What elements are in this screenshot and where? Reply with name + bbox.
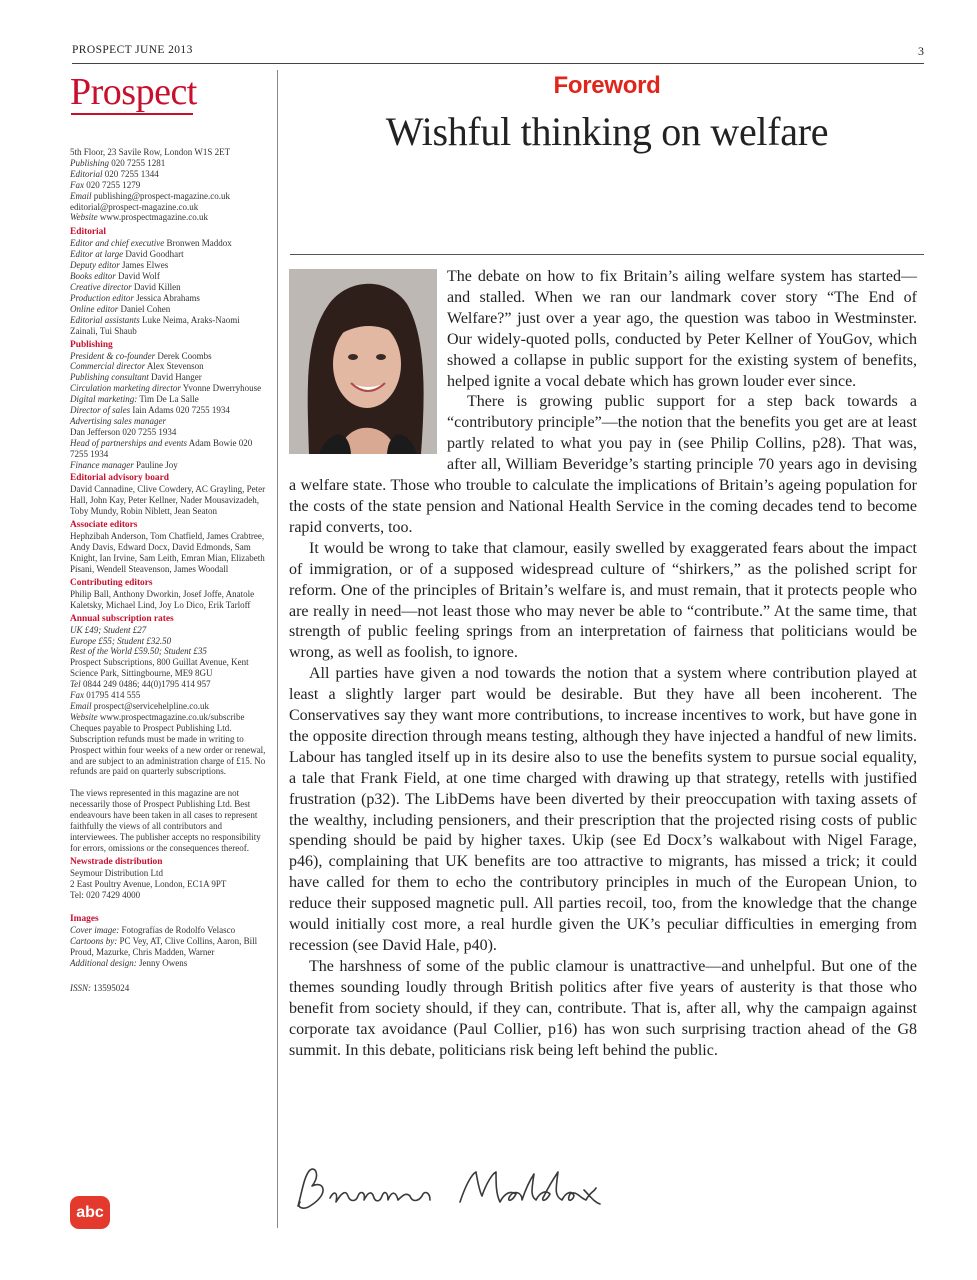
staff-entry: Head of partnerships and events Adam Bowie 020 7255 1934 [70,437,253,459]
staff-entry: Commercial director Alex Stevenson [70,361,204,372]
staff-entry: Creative director David Killen [70,281,181,292]
subscription-tel: Tel 0844 249 0486; 44(0)1795 414 957 [70,679,211,690]
magazine-issue: PROSPECT JUNE 2013 [72,44,193,56]
staff-entry: Editor at large David Goodhart [70,249,184,260]
masthead-sidebar [70,70,266,994]
prospect-logo: Prospect [70,71,197,113]
staff-entry: Finance manager Pauline Joy [70,459,178,470]
column-divider [277,70,278,1228]
section-heading-associate-editors: Associate editors [70,520,138,531]
staff-entry: President & co-founder Derek Coombs [70,350,212,361]
staff-entry: Production editor Jessica Abrahams [70,292,200,303]
section-heading-publishing: Publishing [70,339,113,350]
section-heading-editorial: Editorial [70,227,106,238]
staff-entry: Editorial assistants Luke Neima, Araks-Naomi Zainali, Tui Shaub [70,314,240,336]
article-paragraph: The debate on how to fix Britain’s ailing welfare system has started—and stalled. When we ran our landmark cover story “The End of Welfare?” just over a year ago, the question was taboo in Westminster. Our widely-quoted polls, conducted by Peter Kellner of YouGov, which showed a collapse in public support for the existing system of benefits, helped ignite a vocal debate which has grown louder ever since. [447,268,917,390]
contact-email-editorial[interactable]: editorial@prospect-magazine.co.uk [70,201,199,212]
section-heading-contributing-editors: Contributing editors [70,577,153,588]
article-paragraph: It would be wrong to take that clamour, easily swelled by exaggerated fears about the impact of immigration, or of a supposed widespread culture of “shirkers,” as the polished script for reform. One of the principles of Britain’s welfare is, and must remain, that it protects people who are really in need—not least those who may never be able to “contribute.” At the same time, that strength of public feeling springs from an interpretation of fairness that politicians would be wrong, as well as foolish, to ignore. [289,539,917,662]
rate-europe: Europe £55; Student £32.50 [70,635,172,646]
staff-entry: Advertising sales manager Dan Jefferson 020 7255 1934 [70,415,177,437]
staff-entry: Circulation marketing director Yvonne Dwerryhouse [70,383,262,394]
address-block [70,147,266,223]
contact-editorial: Editorial 020 7255 1344 [70,168,159,179]
advisory-board-list: David Cannadine, Clive Cowdery, AC Grayling, Peter Hall, John Kay, Peter Kellner, Nader Mousavizadeh, Toby Mundy, Robin Niblett, Jean Seaton [70,484,266,517]
subscription-info [70,625,266,778]
page-header [72,44,924,64]
subscription-website[interactable]: Website www.prospectmagazine.co.uk/subscribe [70,711,245,722]
rate-uk: UK £49; Student £27 [70,624,147,635]
publishing-staff [70,351,266,471]
page-number: 3 [918,44,924,58]
editorial-staff [70,238,266,336]
section-kicker: Foreword [553,72,661,99]
section-heading-images: Images [70,914,99,925]
images-credits: Cover image: Fotografías de Rodolfo Velasco Cartoons by: PC Vey, AT, Clive Collins, Aaron, Bill Proud, Mazurke, Chris Madden, Warner Additional design: Jenny Owens [70,925,258,969]
staff-entry: Director of sales Iain Adams 020 7255 1934 [70,405,230,416]
staff-entry: Editor and chief executive Bronwen Maddox [70,238,232,249]
staff-entry: Deputy editor James Elwes [70,260,169,271]
subscription-email[interactable]: Email prospect@servicehelpline.co.uk [70,700,209,711]
subscription-fax: Fax 01795 414 555 [70,690,141,701]
rate-world: Rest of the World £59.50; Student £35 [70,646,207,657]
address-line: 5th Floor, 23 Savile Row, London W1S 2ET [70,147,231,157]
staff-entry: Digital marketing: Tim De La Salle [70,394,199,405]
contact-website[interactable]: Website www.prospectmagazine.co.uk [70,212,209,223]
section-heading-subscriptions: Annual subscription rates [70,613,174,624]
newstrade-info: Seymour Distribution Ltd 2 East Poultry Avenue, London, EC1A 9PT Tel: 020 7429 4000 [70,867,227,900]
staff-entry: Publishing consultant David Hanger [70,372,202,383]
associate-editors-list: Hephzibah Anderson, Tom Chatfield, James Crabtree, Andy Davis, Edward Docx, David Edmonds, Sam Knight, Ian Irvine, Sam Leith, Emran Mian, Elizabeth Pisani, Wendell Steavenson, James Woodall [70,531,265,574]
photo-spacer [289,267,447,465]
article-headline: Wishful thinking on welfare [385,109,829,154]
contact-publishing: Publishing 020 7255 1281 [70,157,166,168]
abc-logo: abc [70,1196,110,1229]
issn: ISSN: 13595024 [70,983,130,994]
article-paragraph: All parties have given a nod towards the notion that a system where contribution played at least a slightly larger part would be desirable. But they have all been incoherent. The Conservatives say they want more contributions, to increase incentives to work, but have gone in the opposite direction through means testing, although they have injected a handful of new limits. Labour has tangled itself up in its desire also to use the benefits system to pursue social equality, a tale that Frank Field, at one time charged with drawing up that strategy, retells with justified frustration (p32). The LibDems have been diverted by their preoccupation with taxing assets of the wealthy, including pensioners, and their prescription that the projected rising costs of public spending should be paid by higher taxes. Ukip (see Ed Docx’s walkabout with Nigel Farage, p46), complaining that UK benefits are too attractive to migrants, has missed a trick; it could have called for them to echo the contributory principles in much of the European Union, to reduce their supposed magnetic pull. All parties recoil, too, from the knowledge that the change would initially cost more, a real hurdle given the UK’s peculiar difficulties in emerging from recession (see David Hale, p40). [289,665,917,954]
article-body [289,267,917,1061]
staff-entry: Online editor Daniel Cohen [70,303,171,314]
section-heading-newstrade: Newstrade distribution [70,856,163,867]
contact-email[interactable]: Email publishing@prospect-magazine.co.uk [70,190,231,201]
contact-fax: Fax 020 7255 1279 [70,179,141,190]
handwritten-signature [290,1162,630,1222]
article-paragraph: There is growing public support for a step back towards a “contributory principle”—the notion that the benefits you get are at least partly related to what you pay in (see Philip Collins, p28). That was, after all, William Beveridge’s starting principle 70 years ago in devising a welfare state. Those who trouble to calculate the implications of Britain’s ageing population for the costs of the state pension and National Health Service in the coming decades tend to become rapid converts, too. [289,393,917,536]
article-paragraph: The harshness of some of the public clamour is unattractive—and unhelpful. But one of the themes sounding loudly through British politics after five years of austerity is that those who benefit from society should, if they can, contribute. That is, after all, why the campaign against corporate tax avoidance (Paul Collier, p16) has won such surprising traction ahead of the G8 summit. In this debate, politicians risk being left behind the public. [289,957,917,1059]
headline-rule [290,254,924,255]
signature [290,1162,630,1222]
subscription-address: Prospect Subscriptions, 800 Guillat Avenue, Kent Science Park, Sittingbourne, ME9 8GU [70,657,249,679]
staff-entry: Books editor David Wolf [70,271,160,282]
section-heading-advisory-board: Editorial advisory board [70,473,169,484]
contributing-editors-list: Philip Ball, Anthony Dworkin, Josef Joffe, Anatole Kaletsky, Michael Lind, Joy Lo Dico, Erik Tarloff [70,588,255,610]
subscription-notes: Cheques payable to Prospect Publishing Ltd. Subscription refunds must be made in writing to Prospect within four weeks of a new order or renewal, and are subject to an administration charge of £15. No refunds are paid on quarterly subscriptions. [70,722,266,777]
disclaimer: The views represented in this magazine are not necessarily those of Prospect Publishing Ltd. Best endeavours have been taken in all cases to represent faithfully the views of all contributors and interviewees. The publisher accepts no responsibility for errors, omissions or the consequences thereof. [70,788,261,853]
